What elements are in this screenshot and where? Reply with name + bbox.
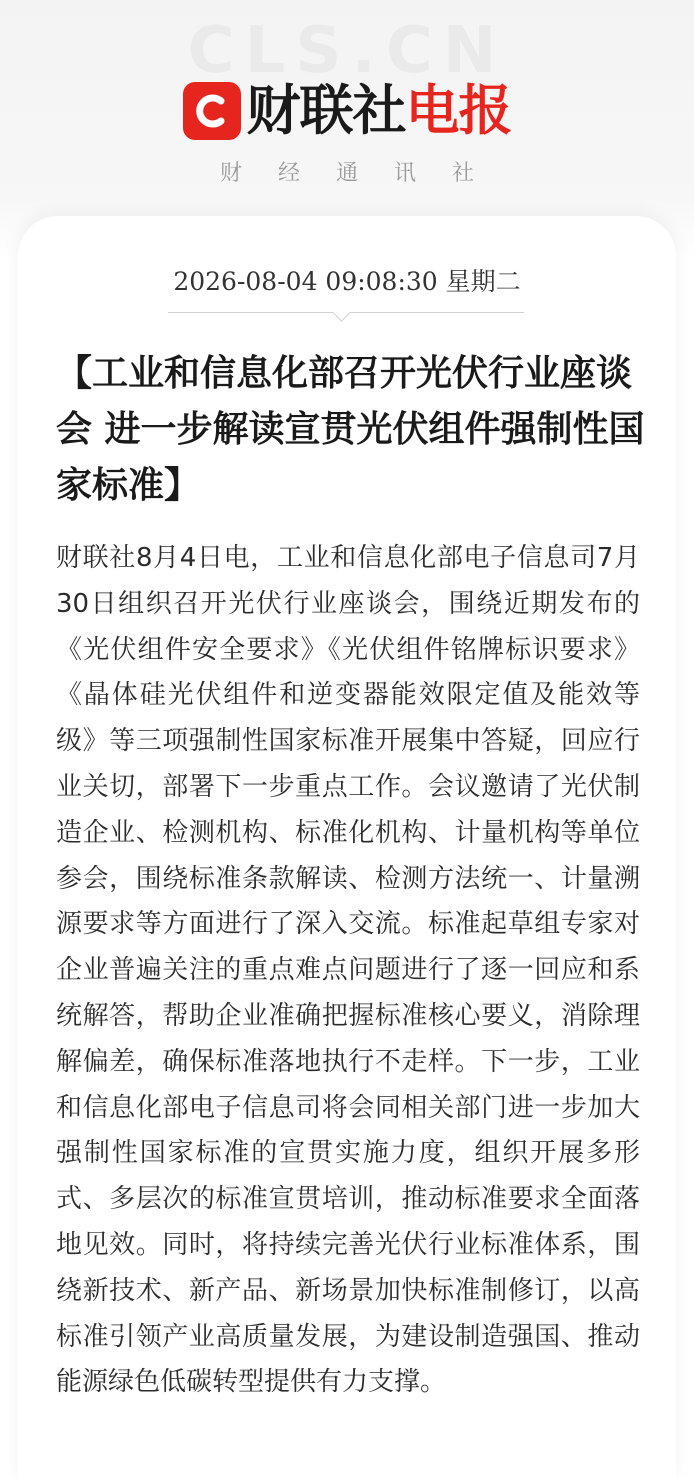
article-datetime: 2026-08-04 09:08:30 星期二: [173, 267, 521, 296]
brand-telegraph: 电报: [405, 79, 512, 142]
article-headline: 【工业和信息化部召开光伏行业座谈会 进一步解读宣贯光伏组件强制性国家标准】: [56, 353, 645, 506]
cls-watermark: [0, 14, 694, 88]
brand-subtitle: 财经通讯社: [219, 161, 510, 186]
brand-name: 财联社: [246, 79, 406, 142]
cls-c-logo-icon: [183, 82, 241, 140]
article-body: 财联社8月4日电，工业和信息化部电子信息司7月30日组织召开光伏行业座谈会，围绕近期发布的《光伏组件安全要求》《光伏组件铭牌标识要求》《晶体硅光伏组件和逆变器能效限定值及能效等级》等三项强制性国家标准开展集中答疑，回应行业关切，部署下一步重点工作。会议邀请了光伏制造企业、检测机构、标准化机构、计量机构等单位参会，围绕标准条款解读、检测方法统一、计量溯源要求等方面进行了深入交流。标准起草组专家对企业普遍关注的重点难点问题进行了逐一回应和系统解答，帮助企业准确把握标准核心要义，消除理解偏差，确保标准落地执行不走样。下一步，工业和信息化部电子信息司将会同相关部门进一步加大强制性国家标准的宣贯实施力度，组织开展多形式、多层次的标准宣贯培训，推动标准要求全面落地见效。同时，将持续完善光伏行业标准体系，围绕新技术、新产品、新场景加快标准制修订，以高标准引领产业高质量发展，为建设制造强国、推动能源绿色低碳转型提供有力支撑。: [56, 543, 640, 1398]
masthead: [0, 80, 694, 142]
